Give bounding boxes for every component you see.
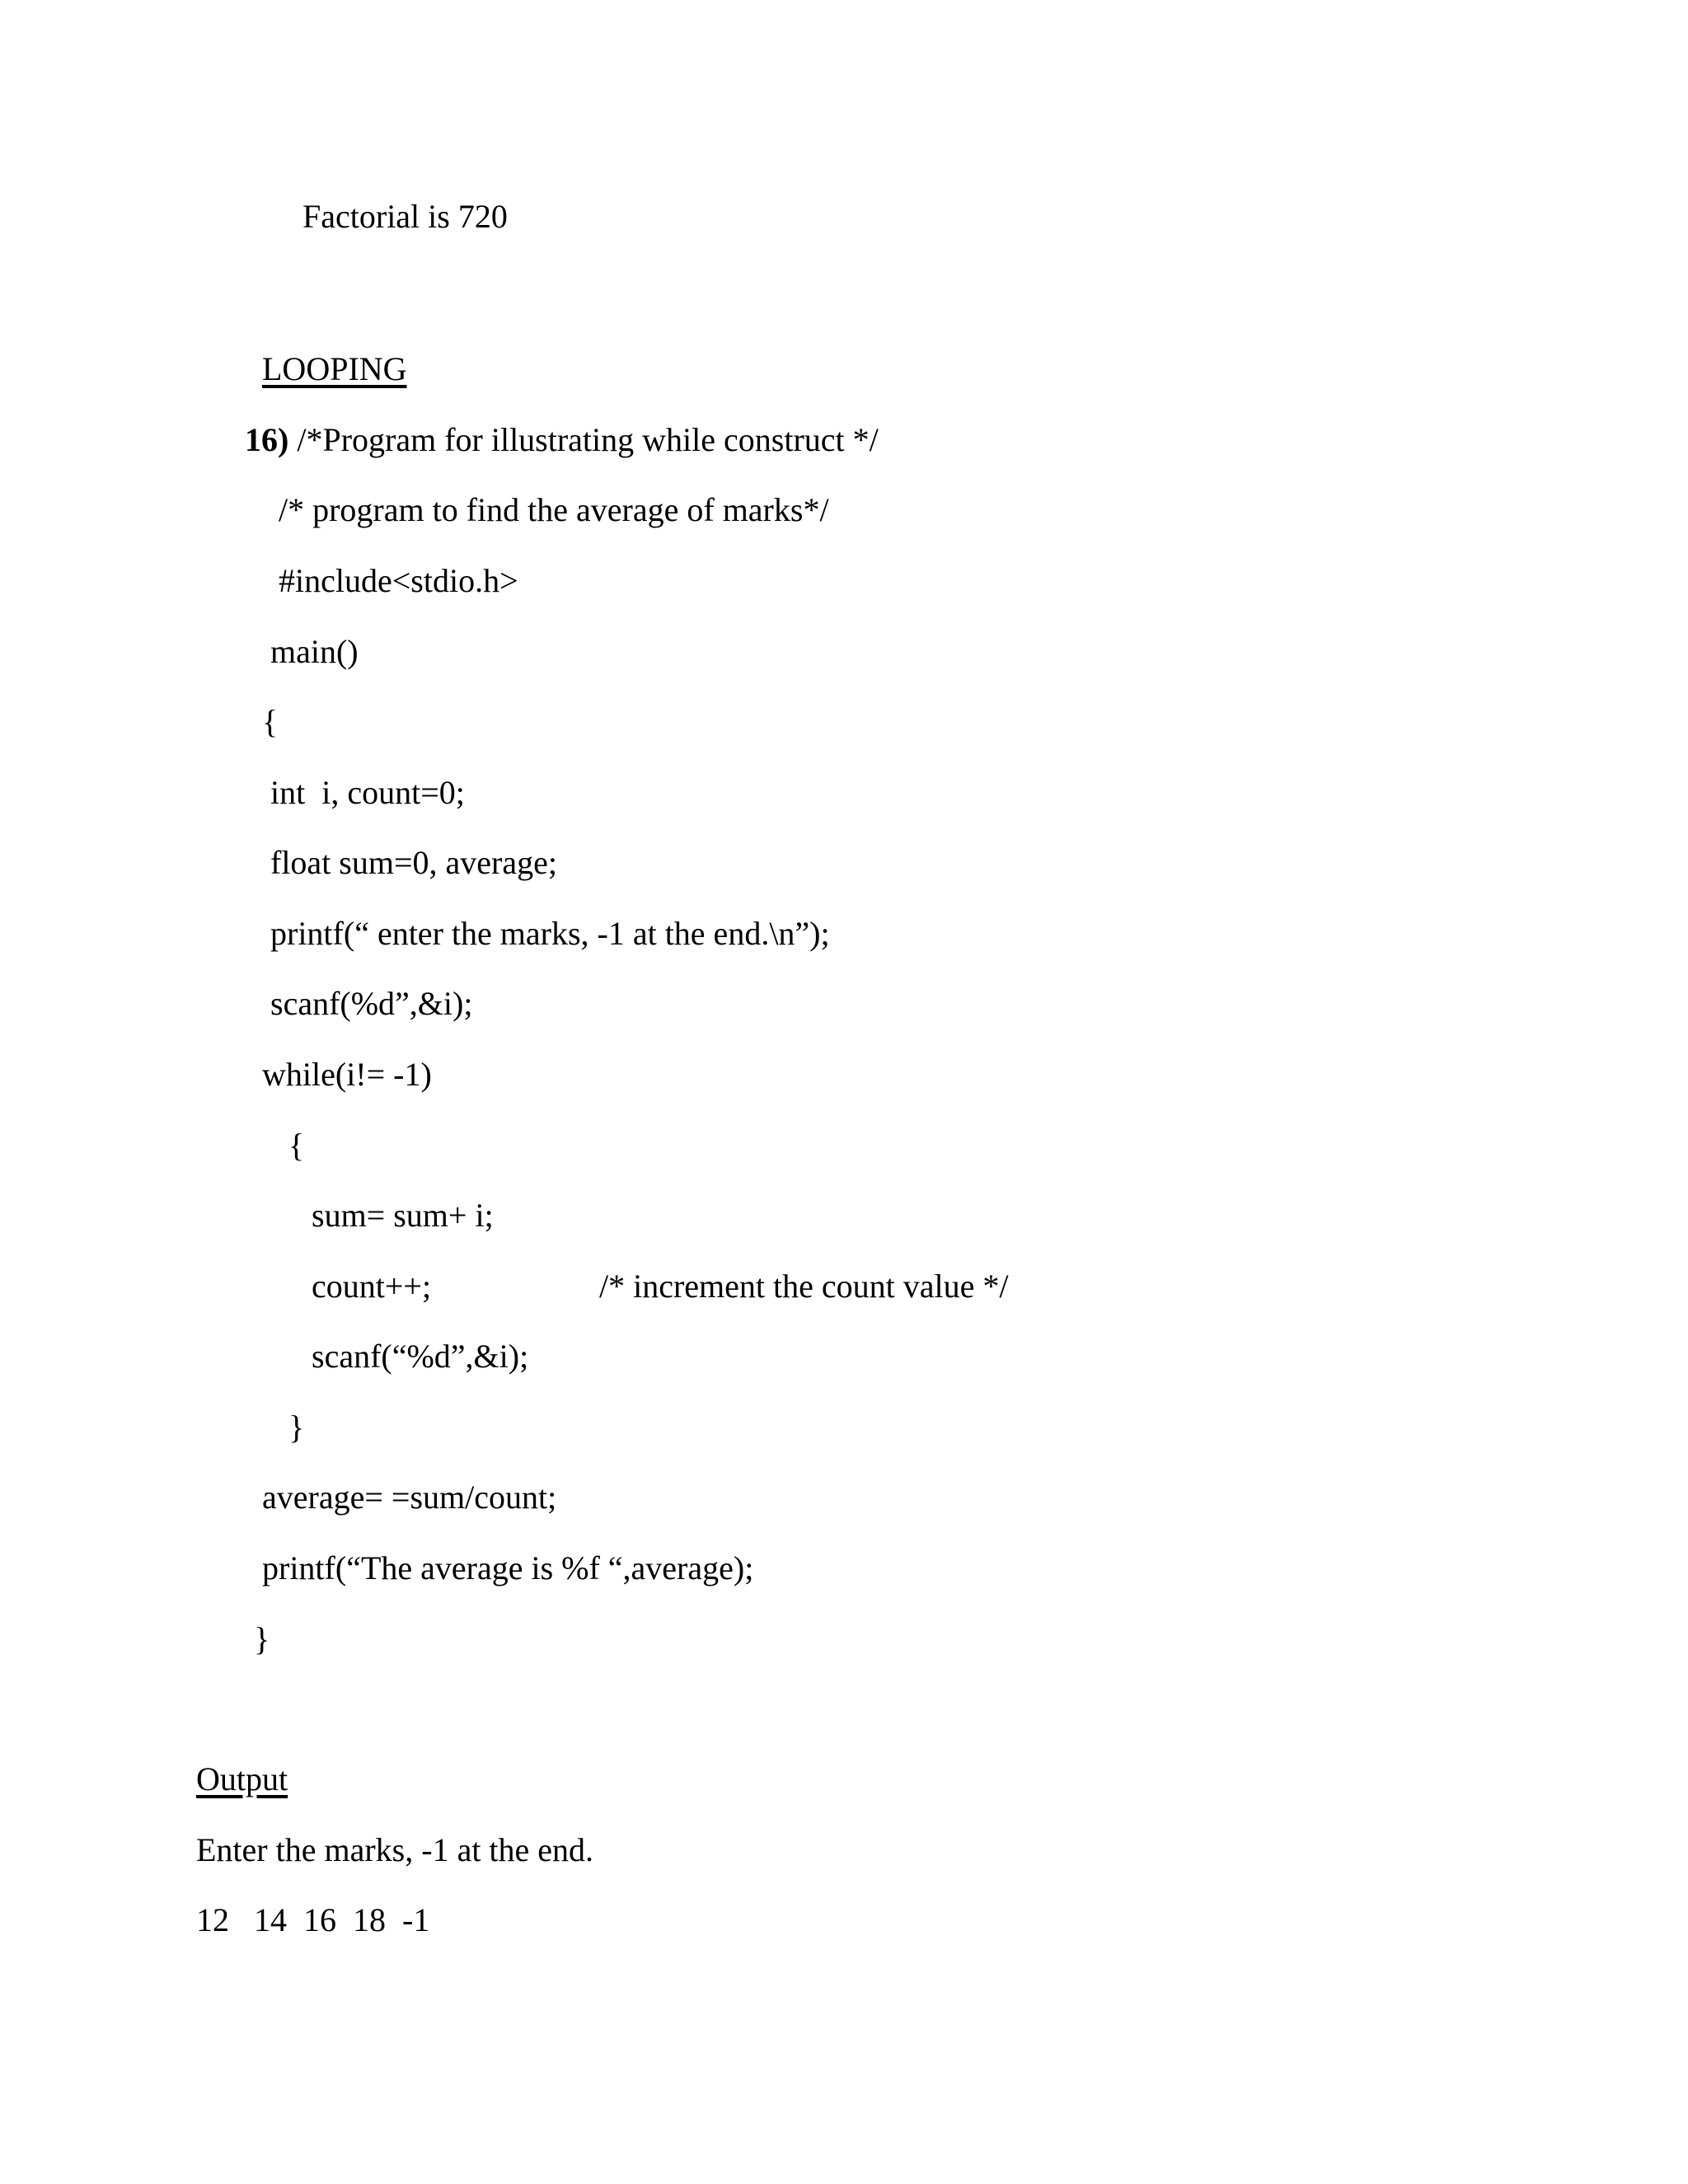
program-title-comment: /*Program for illustrating while construct */ bbox=[297, 421, 879, 458]
output-line: 12 14 16 18 -1 bbox=[196, 1901, 430, 1938]
code-line: float sum=0, average; bbox=[270, 844, 557, 881]
code-line: } bbox=[288, 1408, 305, 1446]
code-line: { bbox=[262, 703, 279, 740]
code-line: printf(“The average is %f “,average); bbox=[262, 1549, 754, 1586]
output-line: Enter the marks, -1 at the end. bbox=[196, 1831, 594, 1868]
code-line: while(i!= -1) bbox=[262, 1056, 432, 1093]
section-heading: LOOPING bbox=[262, 350, 407, 387]
code-line: scanf(“%d”,&i); bbox=[312, 1338, 529, 1375]
code-line: sum= sum+ i; bbox=[312, 1197, 494, 1234]
code-line: int i, count=0; bbox=[270, 774, 465, 811]
code-line: } bbox=[254, 1620, 270, 1657]
code-line: /* program to find the average of marks*/ bbox=[279, 491, 829, 528]
previous-output-text: Factorial is 720 bbox=[302, 198, 508, 235]
code-line: printf(“ enter the marks, -1 at the end.\n”); bbox=[270, 915, 830, 952]
program-header bbox=[245, 421, 879, 458]
code-line: main() bbox=[270, 633, 359, 670]
program-number: 16) bbox=[245, 421, 289, 458]
code-line: count++; bbox=[312, 1268, 432, 1305]
output-heading: Output bbox=[196, 1760, 288, 1797]
code-line: scanf(%d”,&i); bbox=[270, 985, 473, 1022]
code-line: #include<stdio.h> bbox=[279, 562, 518, 599]
code-line: { bbox=[288, 1127, 305, 1164]
code-inline-comment: /* increment the count value */ bbox=[599, 1268, 1009, 1305]
code-line: average= =sum/count; bbox=[262, 1479, 557, 1516]
